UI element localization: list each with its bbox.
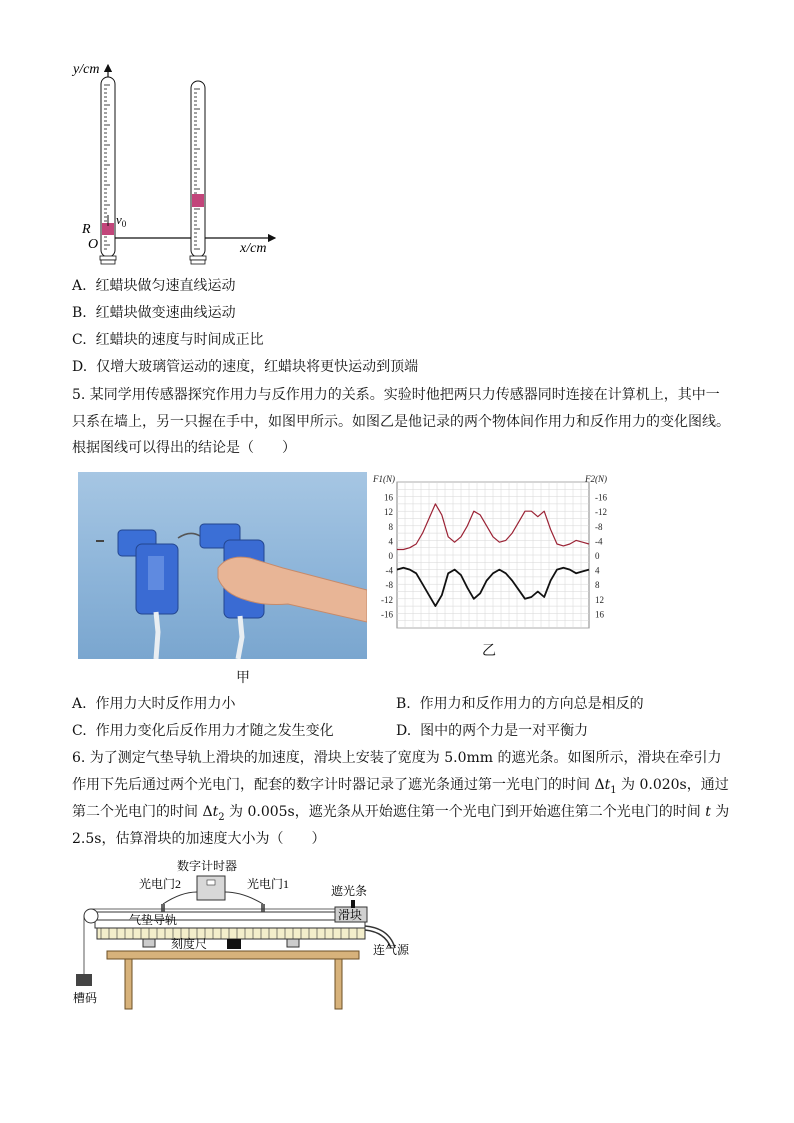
left-tick-label: -4 — [385, 565, 393, 576]
label-timer: 数字计时器 — [177, 859, 238, 873]
label-gate1: 光电门1 — [247, 877, 290, 891]
svg-text:v0 — [116, 212, 127, 229]
q5-stem-line1: 5. 某同学用传感器探究作用力与反作用力的关系。实验时他把两只力传感器同时连接在计算机上，其中一 — [72, 387, 720, 403]
label-air-source: 连气源 — [373, 943, 410, 957]
label-shade: 遮光条 — [331, 884, 368, 898]
right-tick-label: 0 — [595, 551, 600, 561]
q5-option-d: D. 图中的两个力是一对平衡力 — [396, 723, 589, 739]
origin-label: O — [88, 237, 99, 252]
q6-stem-line1: 6. 为了测定气垫导轨上滑块的加速度，滑块上安装了宽度为 5.0mm 的遮光条。如图所示，滑块在牵引力 — [72, 750, 722, 766]
caption-jia: 甲 — [236, 670, 250, 686]
caption-yi: 乙 — [482, 643, 496, 659]
right-tick-label: -8 — [595, 521, 603, 532]
left-tick-label: 12 — [384, 507, 393, 518]
right-tick-label: 4 — [595, 565, 600, 576]
glass-tube-left — [100, 77, 116, 264]
r-label: R — [82, 222, 91, 237]
photo-force-sensors — [78, 472, 367, 659]
left-tick-label: -12 — [381, 594, 393, 605]
q5-option-a: A. 作用力大时反作用力小 — [72, 696, 236, 712]
q4-option-d: D. 仅增大玻璃管运动的速度，红蜡块将更快运动到顶端 — [72, 359, 419, 375]
right-tick-label: 16 — [595, 609, 604, 620]
left-tick-label: 4 — [388, 536, 393, 547]
q6-stem-line3: 第二个光电门的时间 $\Delta t_2$ 为 0.005s，遮光条从开始遮住第一个光电门到开始遮住第二个光电门的时间 t 为 — [72, 804, 730, 823]
y-axis-label-left: F1(N) — [373, 474, 395, 484]
fig-q4-tubes — [70, 55, 300, 270]
q5-option-b: B. 作用力和反作用力的方向总是相反的 — [396, 696, 644, 712]
table — [107, 951, 359, 959]
left-tick-label: 8 — [388, 521, 393, 532]
pulley — [84, 909, 98, 923]
chart-force-graph — [367, 470, 617, 635]
left-tick-label: 16 — [384, 492, 393, 503]
q6-stem-line2: 作用下先后通过两个光电门，配套的数字计时器记录了遮光条通过第一光电门的时间 $\Delta t_1$ 为 0.020s，通过 — [72, 777, 729, 796]
y-axis-label: y/cm — [73, 62, 100, 77]
label-ruler: 刻度尺 — [171, 937, 208, 951]
y-axis-label-right: F2(N) — [585, 474, 607, 484]
label-gate2: 光电门2 — [139, 877, 182, 891]
right-tick-label: 8 — [595, 580, 600, 591]
label-rail: 气垫导轨 — [129, 913, 178, 927]
digital-timer — [197, 876, 225, 900]
right-tick-label: -16 — [595, 492, 607, 503]
right-tick-label: 12 — [595, 594, 604, 605]
glass-tube-right — [190, 81, 206, 264]
fig-q6-air-track — [65, 852, 425, 1017]
left-tick-label: 0 — [388, 551, 393, 561]
q6-stem-line4: 2.5s，估算滑块的加速度大小为（ ） — [72, 831, 326, 847]
label-slider: 滑块 — [338, 908, 363, 922]
red-wax-block-later — [192, 194, 204, 207]
right-tick-label: -4 — [595, 536, 603, 547]
q5-option-c: C. 作用力变化后反作用力才随之发生变化 — [72, 723, 334, 739]
q4-option-c: C. 红蜡块的速度与时间成正比 — [72, 332, 264, 348]
x-axis-label: x/cm — [240, 241, 267, 256]
hanging-weight — [76, 974, 92, 986]
v0-subscript: 0 — [121, 219, 127, 229]
left-tick-label: -8 — [385, 580, 393, 591]
q4-option-a: A. 红蜡块做匀速直线运动 — [72, 278, 236, 294]
q5-stem-line2: 只系在墙上，另一只握在手中，如图甲所示。如图乙是他记录的两个物体间作用力和反作用力的变化图线。 — [72, 414, 730, 430]
left-tick-label: -16 — [381, 609, 393, 620]
right-tick-label: -12 — [595, 507, 607, 518]
label-weight: 槽码 — [73, 991, 98, 1005]
q5-stem-line3: 根据图线可以得出的结论是（ ） — [72, 440, 296, 456]
q4-option-b: B. 红蜡块做变速曲线运动 — [72, 305, 236, 321]
shading-strip — [351, 900, 355, 908]
v0-label: v — [116, 212, 122, 227]
